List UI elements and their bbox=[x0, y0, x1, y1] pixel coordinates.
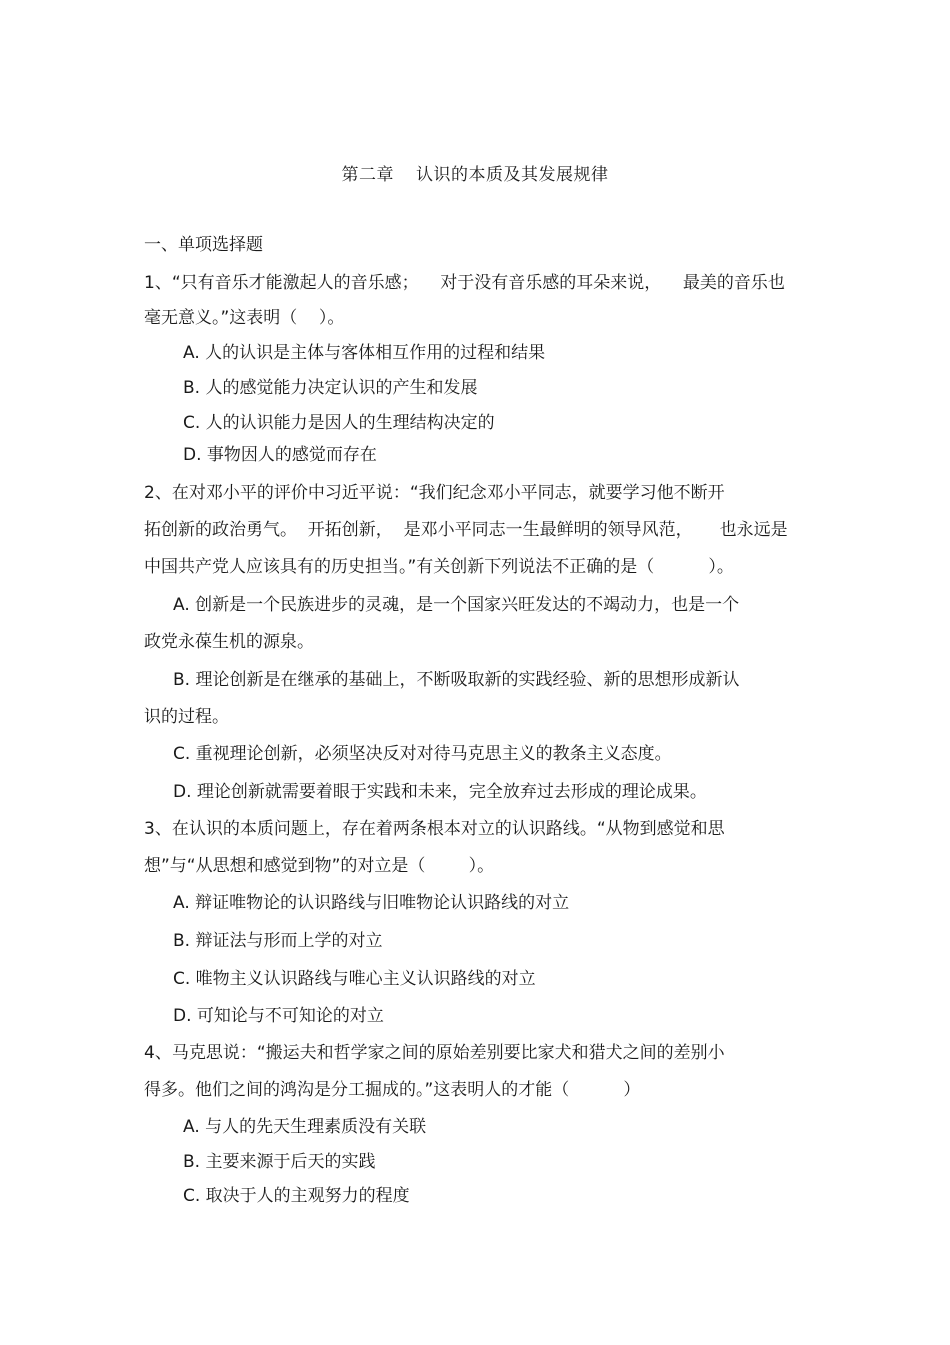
question-2-stem-line-3: 中国共产党人应该具有的历史担当。”有关创新下列说法不正确的是（ ）。 bbox=[144, 557, 734, 577]
question-2-option-a-line-2: 政党永葆生机的源泉。 bbox=[144, 632, 314, 652]
question-1-option-a: A. 人的认识是主体与客体相互作用的过程和结果 bbox=[183, 343, 546, 363]
question-3-option-a: A. 辩证唯物论的认识路线与旧唯物论认识路线的对立 bbox=[173, 893, 570, 913]
question-2-option-a-line-1: A. 创新是一个民族进步的灵魂，是一个国家兴旺发达的不竭动力，也是一个 bbox=[173, 595, 740, 615]
question-2-option-d: D. 理论创新就需要着眼于实践和未来，完全放弃过去形成的理论成果。 bbox=[173, 782, 707, 802]
question-4-option-a: A. 与人的先天生理素质没有关联 bbox=[183, 1117, 427, 1137]
question-2-option-b-line-1: B. 理论创新是在继承的基础上，不断吸取新的实践经验、新的思想形成新认 bbox=[173, 670, 740, 690]
question-1-stem-line-1: 1、“只有音乐才能激起人的音乐感； 对于没有音乐感的耳朵来说， 最美的音乐也 bbox=[144, 273, 785, 293]
question-4-option-b: B. 主要来源于后天的实践 bbox=[183, 1152, 376, 1172]
chapter-title bbox=[0, 160, 950, 185]
question-4-option-c: C. 取决于人的主观努力的程度 bbox=[183, 1186, 410, 1206]
question-2-option-c: C. 重视理论创新，必须坚决反对对待马克思主义的教条主义态度。 bbox=[173, 744, 672, 764]
question-2-option-b-line-2: 识的过程。 bbox=[144, 707, 229, 727]
chapter-name: 认识的本质及其发展规律 bbox=[416, 165, 609, 185]
question-1-option-b: B. 人的感觉能力决定认识的产生和发展 bbox=[183, 378, 478, 398]
question-3-option-c: C. 唯物主义认识路线与唯心主义认识路线的对立 bbox=[173, 969, 536, 989]
question-1-option-c: C. 人的认识能力是因人的生理结构决定的 bbox=[183, 413, 495, 433]
question-3-stem-line-1: 3、在认识的本质问题上，存在着两条根本对立的认识路线。“从物到感觉和思 bbox=[144, 819, 725, 839]
question-1-stem-line-2: 毫无意义。”这表明（ ）。 bbox=[144, 308, 345, 328]
question-4-stem-line-2: 得多。他们之间的鸿沟是分工掘成的。”这表明人的才能（ ） bbox=[144, 1080, 641, 1100]
question-1-option-d: D. 事物因人的感觉而存在 bbox=[183, 445, 377, 465]
section-heading: 一、单项选择题 bbox=[144, 235, 263, 255]
question-3-option-d: D. 可知论与不可知论的对立 bbox=[173, 1006, 384, 1026]
question-4-stem-line-1: 4、马克思说：“搬运夫和哲学家之间的原始差别要比家犬和猎犬之间的差别小 bbox=[144, 1043, 725, 1063]
chapter-number: 第二章 bbox=[341, 165, 394, 185]
question-2-stem-line-1: 2、在对邓小平的评价中习近平说：“我们纪念邓小平同志，就要学习他不断开 bbox=[144, 483, 725, 503]
question-3-option-b: B. 辩证法与形而上学的对立 bbox=[173, 931, 383, 951]
question-2-stem-line-2: 拓创新的政治勇气。 开拓创新， 是邓小平同志一生最鲜明的领导风范， 也永远是 bbox=[144, 520, 788, 540]
question-3-stem-line-2: 想”与“从思想和感觉到物”的对立是（ ）。 bbox=[144, 856, 495, 876]
